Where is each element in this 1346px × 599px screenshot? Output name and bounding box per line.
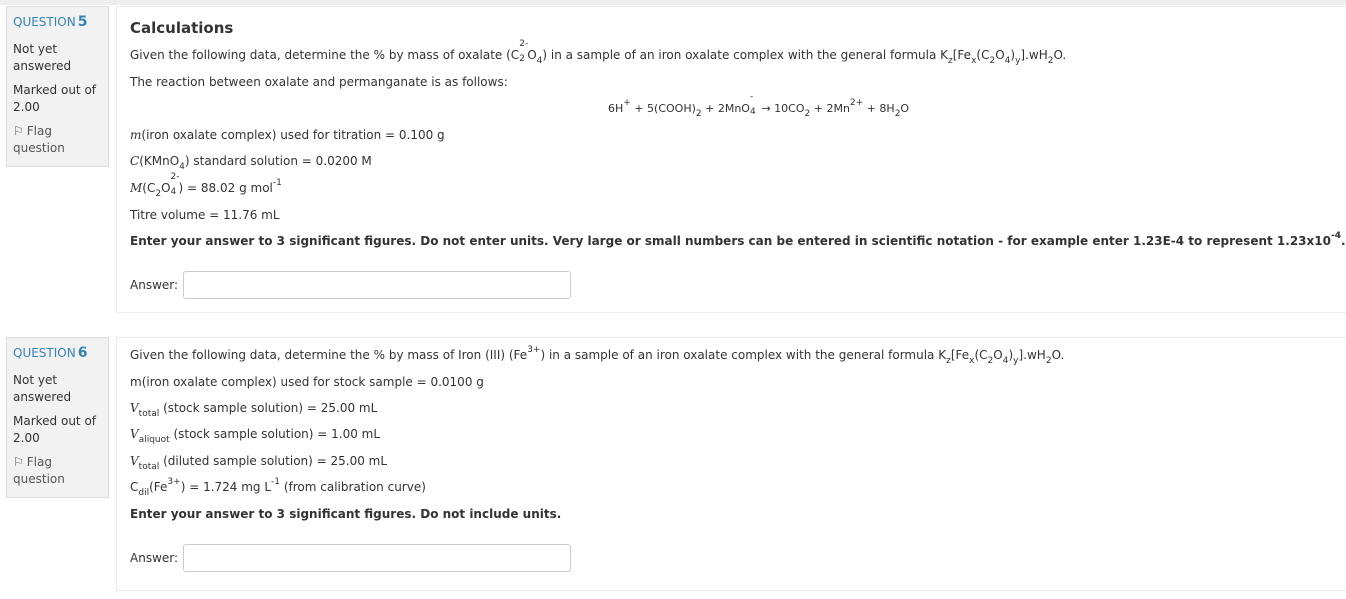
flag-icon: ⚐ bbox=[13, 124, 24, 138]
question-content-5 bbox=[116, 6, 1346, 313]
question-state: Not yet answered bbox=[13, 373, 72, 404]
question-info-6 bbox=[6, 337, 109, 498]
answer-label: Answer: bbox=[130, 551, 179, 565]
flag-question-link[interactable]: ⚐ Flag question bbox=[13, 124, 65, 155]
answer-row bbox=[130, 271, 571, 299]
answer-input[interactable] bbox=[183, 544, 571, 572]
question-grade: Marked out of 2.00 bbox=[13, 414, 97, 445]
answer-label: Answer: bbox=[130, 278, 179, 292]
question-heading: Calculations bbox=[130, 19, 234, 37]
answer-row bbox=[130, 544, 571, 572]
question-text-line: Given the following data, determine the % by mass of oxalate (C 2- 2 $O_4$) in a sample of an iron oxalate complex with the general formula $K_z[Fe_x(C_2O_4)_y].wH_2O$. bbox=[130, 39, 1067, 66]
reaction-equation: $6H^+ + 5(COOH)_2 + 2MnO$ - 4 → $10CO_2 + 2Mn^{2+} + 8H_2O$ bbox=[608, 92, 910, 119]
instructions: Enter your answer to 3 significant figures. Do not include units. bbox=[130, 507, 562, 521]
question-number: QUESTION 6 bbox=[13, 345, 88, 361]
flag-icon: ⚐ bbox=[13, 455, 24, 469]
question-content-6 bbox=[116, 337, 1346, 591]
reaction-intro: The reaction between oxalate and permanganate is as follows: bbox=[130, 75, 508, 89]
concentration-line: $C_{dil}(Fe^{3+}) = 1.724$ mg $L^{-1}$ (from calibration curve) bbox=[130, 477, 426, 498]
question-info-5 bbox=[6, 6, 109, 167]
volume-total-line: $V_{total}$ (stock sample solution) = 25.00 mL bbox=[130, 401, 378, 419]
flag-question-link[interactable]: ⚐ Flag question bbox=[13, 455, 65, 486]
question-number: QUESTION 5 bbox=[13, 14, 88, 30]
answer-input[interactable] bbox=[183, 271, 571, 299]
question-state: Not yet answered bbox=[13, 42, 72, 73]
question-text-line: Given the following data, determine the % by mass of Iron (III) $(Fe^{3+})$ in a sample of an iron oxalate complex with the general formula $K_z[Fe_x(C_2O_4)_y].wH_2O$. bbox=[130, 345, 1065, 366]
mass-line: m(iron oxalate complex) used for stock sample = 0.0100 g bbox=[130, 375, 484, 389]
volume-diluted-line: $V_{total}$ (diluted sample solution) = 25.00 mL bbox=[130, 454, 388, 472]
instructions: Enter your answer to 3 significant figures. Do not enter units. Very large or small numbers can be entered in scientific notation - for example enter 1.23E-4 to represent $1.23x10^{-4}$. bbox=[130, 231, 1346, 248]
question-grade: Marked out of 2.00 bbox=[13, 83, 97, 114]
volume-aliquot-line: $V_{aliquot}$ (stock sample solution) = 1.00 mL bbox=[130, 427, 381, 445]
mass-line: m(iron oxalate complex) used for titration = 0.100 g bbox=[130, 128, 445, 142]
molar-mass-line: $M(C_2O$ 2- 4 ) = 88.02 g mol$^{-1}$ bbox=[130, 172, 282, 199]
concentration-line: C(KMnO$_4$) standard solution = 0.0200 M bbox=[130, 154, 372, 172]
top-bar bbox=[0, 0, 1346, 5]
titre-line: Titre volume = 11.76 mL bbox=[130, 208, 280, 222]
